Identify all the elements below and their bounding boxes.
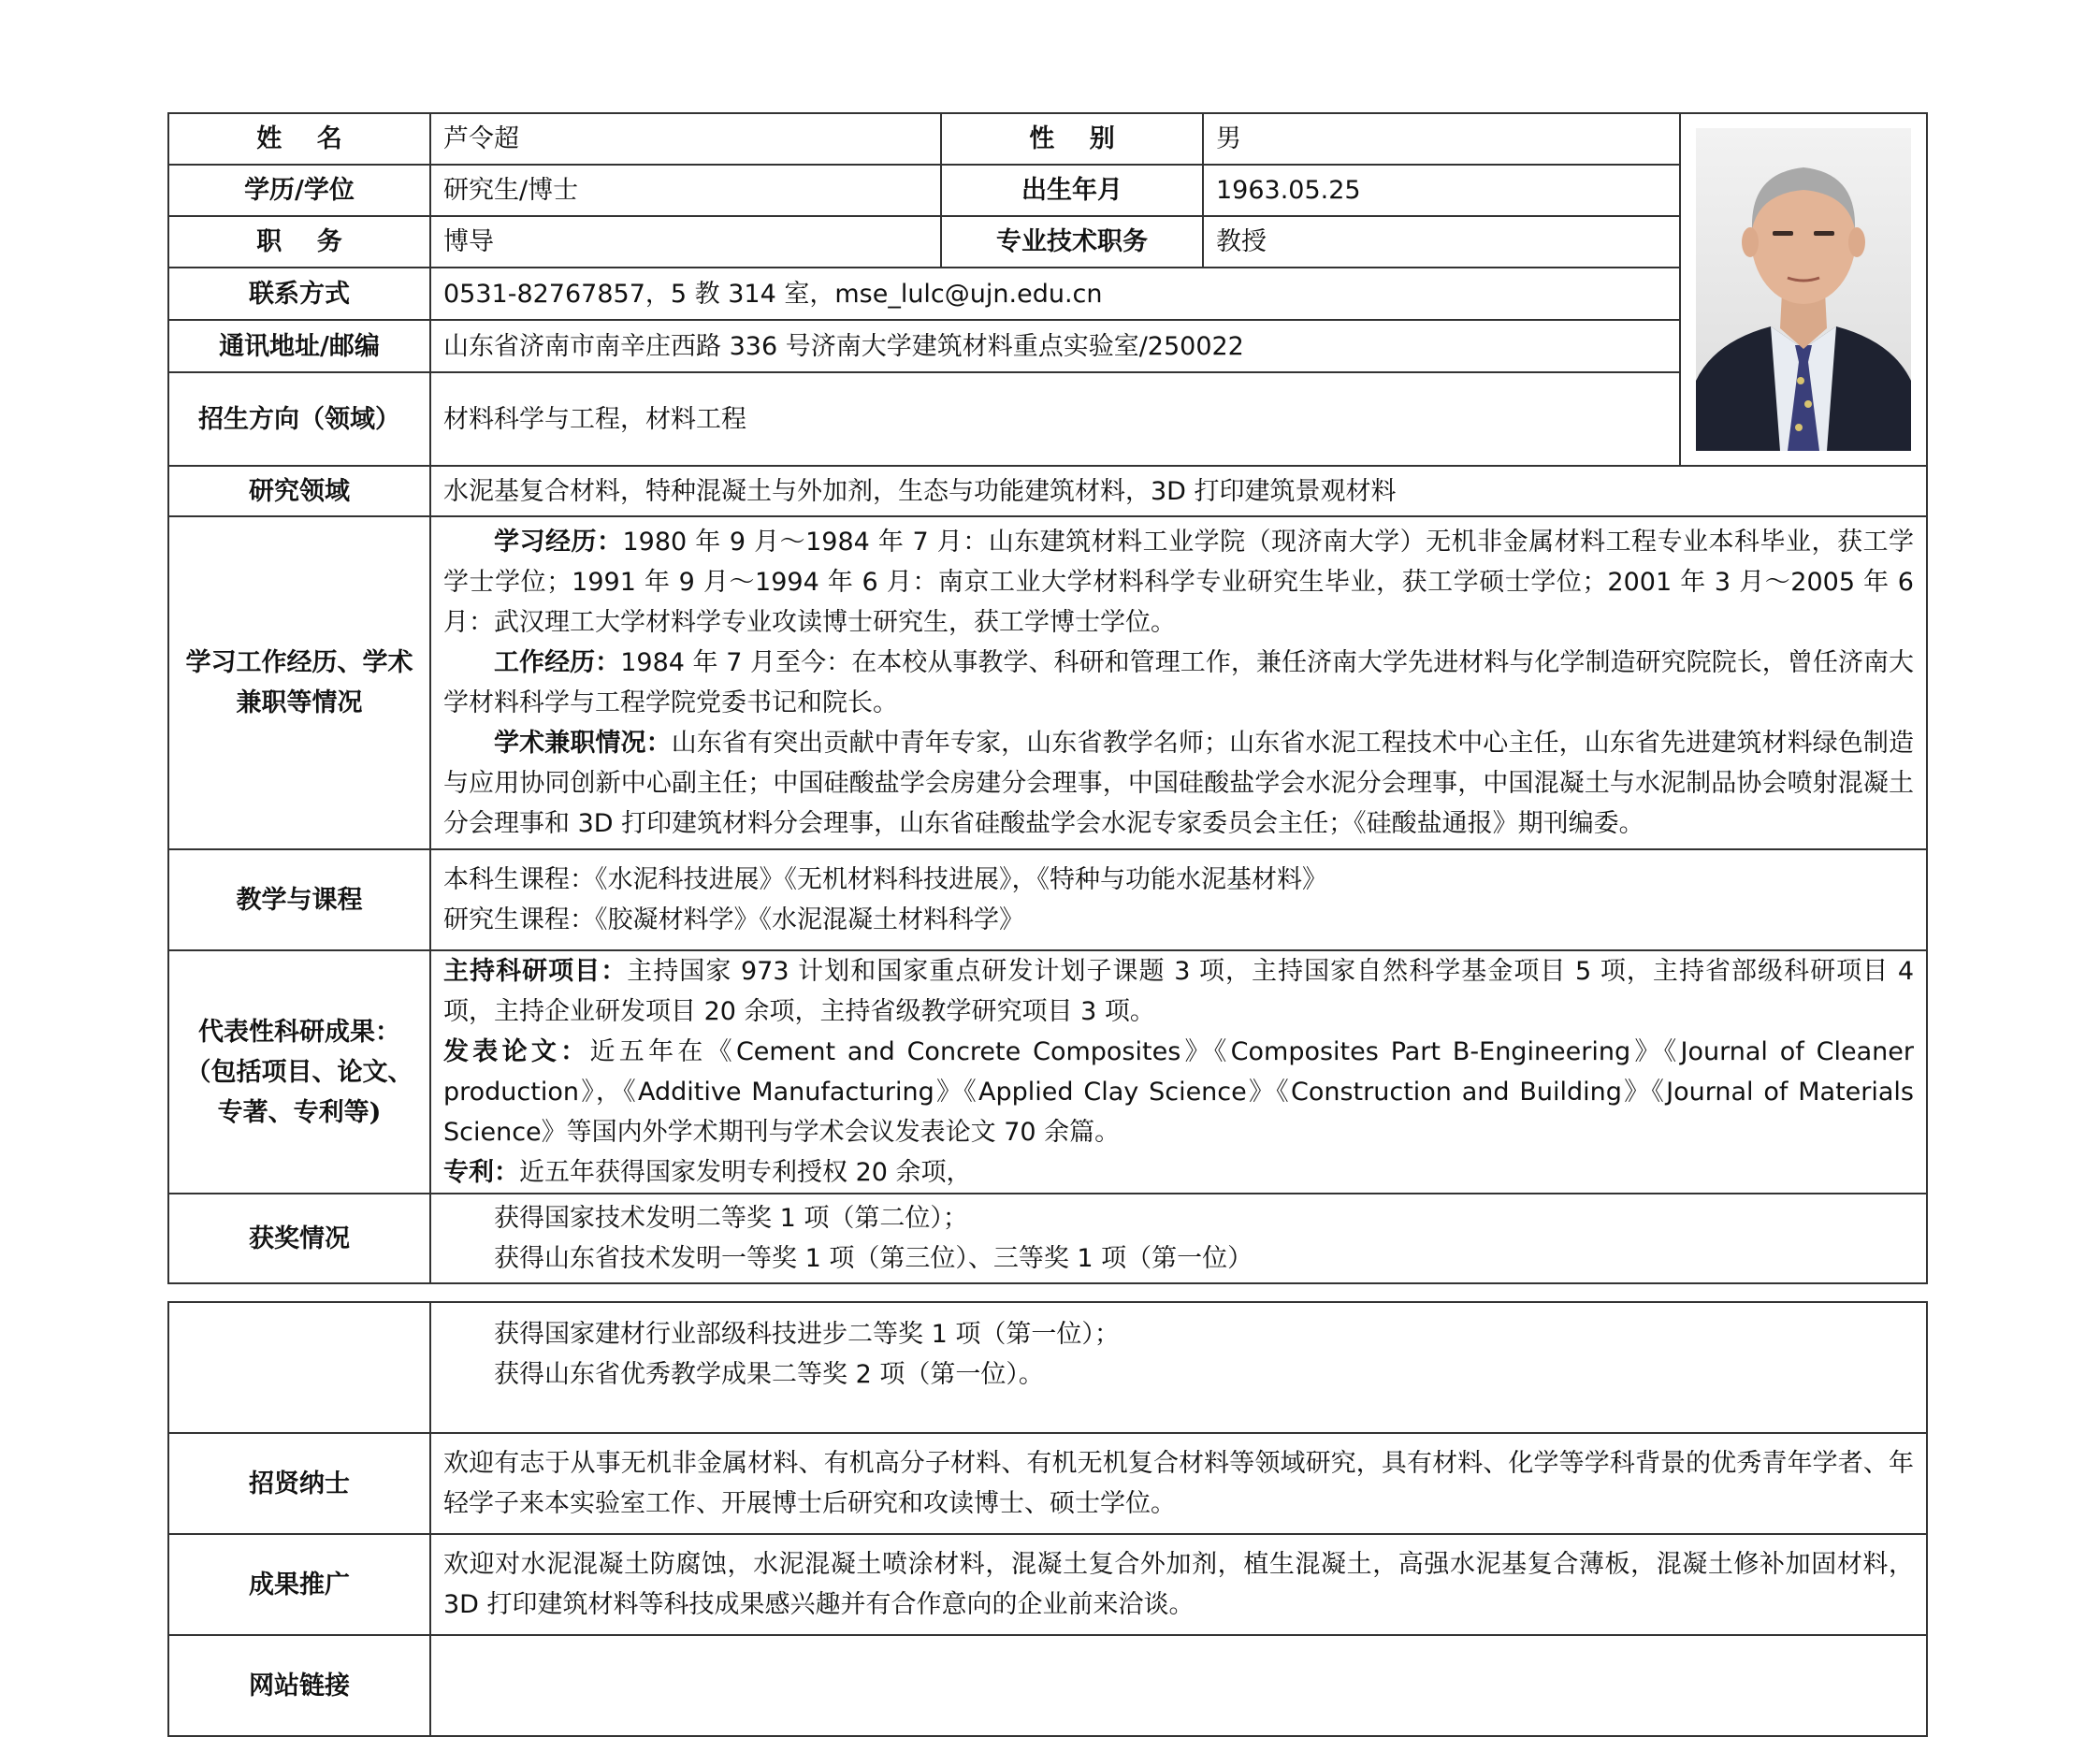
contact-value: 0531-82767857，5 教 314 室，mse_lulc@ujn.edu.cn bbox=[430, 268, 1680, 320]
award-item-3: 获得国家建材行业部级科技进步二等奖 1 项（第一位）； bbox=[494, 1320, 1120, 1349]
website-value[interactable] bbox=[430, 1635, 1927, 1736]
patent-paragraph bbox=[443, 1152, 1914, 1193]
work-paragraph bbox=[443, 643, 1914, 723]
work-heading: 工作经历： bbox=[494, 648, 621, 677]
promote-label: 成果推广 bbox=[168, 1534, 430, 1635]
position-label: 职 务 bbox=[168, 216, 430, 268]
education-value: 研究生/博士 bbox=[430, 165, 941, 216]
promote-text: 欢迎对水泥混凝土防腐蚀，水泥混凝土喷涂材料，混凝土复合外加剂，植生混凝土，高强水泥基复合薄板，混凝土修补加固材料，3D 打印建筑材料等科技成果感兴趣并有合作意向的企业前来洽谈。 bbox=[443, 1550, 1914, 1619]
study-text: 1980 年 9 月～1984 年 7 月：山东建筑材料工业学院（现济南大学）无机非金属材料工程专业本科毕业，获工学学士学位；1991 年 9 月～1994 年 6 月：南京工业大学材料科学专业研究生毕业，获工学硕士学位；2001 年 3 月～2005 年 6 月：武汉理工大学材料学专业攻读博士研究生，获工学博士学位。 bbox=[443, 528, 1915, 637]
recruit-label: 招贤纳士 bbox=[168, 1433, 430, 1534]
paper-text: 近五年在《Cement and Concrete Composites》《Composites Part B-Engineering》《Journal of Cleaner production》，《Additive Manufacturing》《Applied Clay Science》《Construction and Building》《Journal of Materials Science》等国内外学术期刊与学术会议发表论文 70 余篇。 bbox=[443, 1037, 1915, 1147]
teaching-value bbox=[430, 849, 1927, 950]
tech-title-label: 专业技术职务 bbox=[941, 216, 1203, 268]
research-label: 研究领域 bbox=[168, 466, 430, 516]
grad-courses: 研究生课程：《胶凝材料学》《水泥混凝土材料科学》 bbox=[443, 905, 1024, 934]
award-item-2: 获得山东省技术发明一等奖 1 项（第三位）、三等奖 1 项（第一位） bbox=[494, 1244, 1253, 1273]
recruit-text: 欢迎有志于从事无机非金属材料、有机高分子材料、有机无机复合材料等领域研究，具有材料、化学等学科背景的优秀青年学者、年轻学子来本实验室工作、开展博士后研究和攻读博士、硕士学位。 bbox=[443, 1449, 1914, 1518]
teaching-label: 教学与课程 bbox=[168, 849, 430, 950]
paper-heading: 发表论文： bbox=[443, 1037, 590, 1066]
achievement-label-line3: 专著、专利等) bbox=[217, 1097, 382, 1127]
research-value: 水泥基复合材料，特种混凝土与外加剂，生态与功能建筑材料，3D 打印建筑景观材料 bbox=[430, 466, 1927, 516]
parttime-text: 山东省有突出贡献中青年专家，山东省教学名师；山东省水泥工程技术中心主任，山东省先进建筑材料绿色制造与应用协同创新中心副主任；中国硅酸盐学会房建分会理事，中国硅酸盐学会水泥分会理事，中国混凝土与水泥制品协会喷射混凝土分会理事和 3D 打印建筑材料分会理事，山东省硅酸盐学会水泥专家委员会主任；《硅酸盐通报》期刊编委。 bbox=[443, 729, 1914, 838]
address-value: 山东省济南市南辛庄西路 336 号济南大学建筑材料重点实验室/250022 bbox=[430, 320, 1680, 372]
award-continued-value bbox=[430, 1302, 1927, 1433]
project-text: 主持国家 973 计划和国家重点研发计划子课题 3 项，主持国家自然科学基金项目 5 项，主持省部级科研项目 4 项，主持企业研发项目 20 余项，主持省级教学研究项目 3 项。 bbox=[443, 957, 1914, 1026]
name-label: 姓 名 bbox=[168, 113, 430, 165]
achievement-label-line2: （包括项目、论文、 bbox=[185, 1057, 413, 1087]
paper-paragraph bbox=[443, 1032, 1914, 1152]
parttime-paragraph bbox=[443, 723, 1914, 844]
position-value: 博导 bbox=[430, 216, 941, 268]
parttime-heading: 学术兼职情况： bbox=[494, 729, 672, 758]
birth-label: 出生年月 bbox=[941, 165, 1203, 216]
undergrad-courses: 本科生课程：《水泥科技进展》《无机材料科技进展》，《特种与功能水泥基材料》 bbox=[443, 865, 1327, 894]
patent-heading: 专利： bbox=[443, 1158, 519, 1187]
award-item-1: 获得国家技术发明二等奖 1 项（第二位）； bbox=[494, 1204, 968, 1233]
recruit-value bbox=[430, 1433, 1927, 1534]
study-paragraph bbox=[443, 522, 1914, 643]
enroll-value: 材料科学与工程，材料工程 bbox=[430, 372, 1680, 466]
award-item-4: 获得山东省优秀教学成果二等奖 2 项（第一位）。 bbox=[494, 1360, 1044, 1389]
portrait-photo bbox=[1696, 128, 1911, 451]
birth-value: 1963.05.25 bbox=[1203, 165, 1680, 216]
contact-label: 联系方式 bbox=[168, 268, 430, 320]
achievement-label bbox=[168, 950, 430, 1194]
name-value: 芦令超 bbox=[430, 113, 941, 165]
address-label: 通讯地址/邮编 bbox=[168, 320, 430, 372]
experience-value bbox=[430, 516, 1927, 849]
patent-text: 近五年获得国家发明专利授权 20 余项， bbox=[519, 1158, 972, 1187]
profile-table bbox=[167, 112, 1928, 1284]
enroll-label: 招生方向（领域） bbox=[168, 372, 430, 466]
gender-value: 男 bbox=[1203, 113, 1680, 165]
gender-label: 性 别 bbox=[941, 113, 1203, 165]
achievement-value bbox=[430, 950, 1927, 1194]
photo-cell bbox=[1680, 113, 1927, 466]
study-heading: 学习经历： bbox=[494, 528, 623, 557]
experience-label-line2: 兼职等情况 bbox=[236, 688, 363, 717]
project-heading: 主持科研项目： bbox=[443, 957, 628, 986]
project-paragraph bbox=[443, 951, 1914, 1032]
experience-label bbox=[168, 516, 430, 849]
award-continued-label bbox=[168, 1302, 430, 1433]
website-label: 网站链接 bbox=[168, 1635, 430, 1736]
award-value bbox=[430, 1194, 1927, 1283]
award-label: 获奖情况 bbox=[168, 1194, 430, 1283]
work-text: 1984 年 7 月至今：在本校从事教学、科研和管理工作，兼任济南大学先进材料与化学制造研究院院长，曾任济南大学材料科学与工程学院党委书记和院长。 bbox=[443, 648, 1914, 717]
achievement-label-line1: 代表性科研成果： bbox=[198, 1017, 400, 1047]
experience-label-line1: 学习工作经历、学术 bbox=[185, 648, 413, 677]
profile-table-continued bbox=[167, 1301, 1928, 1737]
promote-value bbox=[430, 1534, 1927, 1635]
tech-title-value: 教授 bbox=[1203, 216, 1680, 268]
education-label: 学历/学位 bbox=[168, 165, 430, 216]
